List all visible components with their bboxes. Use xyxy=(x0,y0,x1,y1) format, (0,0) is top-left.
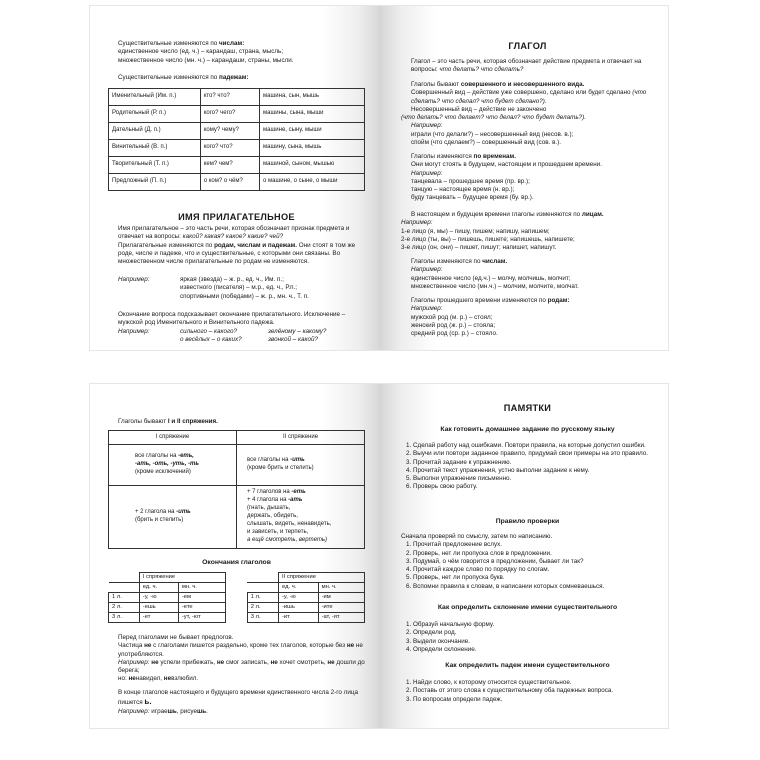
adjective-text: Имя прилагательное – это часть речи, которая обозначает признак предмета и отвечает на вопросы: какой? какая? какое? какие? чей? Прилагательные изменяются по родам, числам и падежам. Они стоят в том же роде, числе и падеже, что и существительные, с которыми они связаны. Во множественном числе прилагательные по родам не изменяются. xyxy=(118,225,356,266)
list-item: 2. Определи род. xyxy=(413,629,654,637)
table-row: II спряжение xyxy=(247,573,364,583)
list-item: 1. Прочитай предложение вслух. xyxy=(413,541,654,549)
check-rule-list xyxy=(401,541,654,591)
table-row: + 2 глагола на -ить (брить и стелить) + 7 глаголов на -еть + 4 глагола на -ать (гнать, дышать, держать, обидеть, слышать, видеть, ненавидеть, и зависеть, и терпеть, а ещё смотреть, вертеть) xyxy=(109,486,365,549)
case-intro: Существительные изменяются по падежам: xyxy=(118,74,249,81)
endings-table-1 xyxy=(108,572,226,623)
endings-title: Окончания глаголов xyxy=(202,559,271,566)
table-row: 1 л. -у, -ю -ем xyxy=(109,593,226,603)
verb-person: В настоящем и будущем времени глаголы изменяются по лицам. Например: 1-е лицо (я, мы) – пишу, пишем; напишу, напишем; 2-е лицо (ты, вы) – пишешь, пишете; напишешь, напишете; 3-е лицо (он, они) – пишет, пишут; напишет, напишут. xyxy=(401,211,604,252)
conjugation-table xyxy=(108,430,365,549)
case-list-wrap xyxy=(401,679,654,704)
list-item: 2. Выучи или повтори заданное правило, придумай свои примеры на это правило. xyxy=(413,450,654,458)
list-item: 3. Выдели окончание. xyxy=(413,638,654,646)
list-item: 5. Проверь, нет ли пропуска букв. xyxy=(413,574,654,582)
list-item: 1. Найди слово, к которому относится существительное. xyxy=(413,679,654,687)
adjective-examples: Например: яркая (звезда) – ж. р., ед. ч., Им. п.; известного (писателя) – м.р., ед. ч., Р.п.; спортивными (победами) – ж. р., мн. ч., Т. п. xyxy=(118,276,309,300)
memos-title: ПАМЯТКИ xyxy=(503,403,552,413)
case-heading: Как определить падеж имени существительного xyxy=(445,662,610,669)
page-nouns xyxy=(90,6,379,350)
conjugation-table-wrap xyxy=(108,430,365,549)
table-row: ед. ч. мн. ч. xyxy=(247,583,364,593)
table-row: Творительный (Т. п.) кем? чем? машиной, сыном, мышью xyxy=(109,157,365,174)
number-section: Существительные изменяются по числам: единственное число (ед. ч.) – карандаш, страна, мысль; множественное число (мн. ч.) – карандаши, страны, мысли. xyxy=(118,40,294,64)
case-table-wrap xyxy=(108,88,365,191)
table-row: 1 л. -у, -ю -им xyxy=(247,593,364,603)
list-item: 1. Сделай работу над ошибками. Повтори правила, на которые допустил ошибки. xyxy=(413,442,654,450)
declension-list-wrap xyxy=(401,621,654,654)
conjugation-intro: Глаголы бывают I и II спряжения. xyxy=(118,418,218,425)
declension-list xyxy=(401,621,654,654)
declension-heading: Как определить склонение имени существительного xyxy=(437,604,618,611)
table-row: 3 л. -ит -ат, -ят xyxy=(247,613,364,623)
check-rule-heading: Правило проверки xyxy=(495,518,560,525)
list-item: 4. Прочитай каждое слово по порядку по слогам. xyxy=(413,566,654,574)
list-item: 5. Выполни упражнение письменно. xyxy=(413,475,654,483)
list-item: 4. Определи склонение. xyxy=(413,646,654,654)
table-row: I спряжение xyxy=(109,573,226,583)
table-row: Предложный (П. п.) о ком? о чём? о машине, о сыне, о мыши xyxy=(109,174,365,191)
verb-aspect: Глаголы бывают совершенного и несовершенного вида. Совершенный вид – действие уже совершено, сделано или будет сделано (что сделать? что сделал? что будет сделано?). Несовершенный вид – действие не закончено (что делать? что делает? что делал? что будет делать?). Например: играли (что делали?) – несовершенный вид (несов. в.); спойм (что сделаем?) – совершенный вид (сов. в.). xyxy=(401,81,647,147)
page-memos xyxy=(379,384,668,728)
bottom-spread xyxy=(90,384,668,728)
page-conjugation xyxy=(90,384,379,728)
list-item: 3. Подумай, о чём говорится в предложении, бывает ли так? xyxy=(413,558,654,566)
list-item: 3. По вопросам определи падеж. xyxy=(413,696,654,704)
table-row: 2 л. -ишь -ите xyxy=(247,603,364,613)
homework-list-wrap xyxy=(401,442,654,492)
table-row: 3 л. -ет -ут, -ют xyxy=(109,613,226,623)
adjective-ending: Окончание вопроса подсказывает окончание прилагательного. Исключение – мужской род Именительного и Винительного падежа. Например: сильного – какого? зелёному – какому? о весёлых – о каких? звонкой – какой? xyxy=(118,311,346,343)
table-row: Дательный (Д. п.) кому? чему? машине, сыну, мыши xyxy=(109,123,365,140)
endings-table-2 xyxy=(247,572,365,623)
top-spread xyxy=(90,6,668,350)
table-row: Винительный (В. п.) кого? что? машину, сына, мышь xyxy=(109,140,365,157)
verb-number: Глаголы изменяются по числам. Например: единственное число (ед.ч.) – молчу, молчишь, молчит; множественное число (мн.ч.) – молчим, молчите, молчат. xyxy=(411,258,579,290)
homework-list xyxy=(401,442,654,492)
list-item: 6. Проверь свою работу. xyxy=(413,483,654,491)
case-list xyxy=(401,679,654,704)
table-row: ед. ч. мн. ч. xyxy=(109,583,226,593)
table-row: все глаголы на -еть, -ать, -оть, -уть, -ть (кроме исключений) все глаголы на -ить (кроме брить и стелить) xyxy=(109,445,365,486)
list-item: 2. Поставь от этого слова к существительному оба падежных вопроса. xyxy=(413,687,654,695)
table-row: Родительный (Р. п.) кого? чего? машины, сына, мыши xyxy=(109,106,365,123)
list-item: 4. Прочитай текст упражнения, устно выполни задание к нему. xyxy=(413,467,654,475)
table-row: Именительный (Им. п.) кто? что? машина, сын, мышь xyxy=(109,89,365,106)
endings-tables xyxy=(108,572,365,623)
list-item: 2. Проверь, нет ли пропуска слов в предложении. xyxy=(413,550,654,558)
soft-sign-text: В конце глаголов настоящего и будущего времени единственного числа 2-го лица пишется ь. Например: играешь, рисуешь. xyxy=(118,689,358,715)
verb-tense: Глаголы изменяются по временам. Они могут стоять в будущем, настоящем и прошедшем времени. Например: танцевала – прошедшее время (пр. вр.); танцую – настоящее время (н. вр.); буду танцевать – будущее время (бу. вр.). xyxy=(411,153,602,202)
list-item: 1. Образуй начальную форму. xyxy=(413,621,654,629)
page-verb xyxy=(379,6,668,350)
verb-gender: Глаголы прошедшего времени изменяются по родам: Например: мужской род (м. р.) – стоял; женский род (ж. р.) – стояла; средний род (ср. р.) – стояло. xyxy=(411,297,570,338)
check-rule-wrap: Сначала проверяй по смыслу, затем по написанию. 1. Прочитай предложение вслух. 2. Проверь, нет ли пропуска слов в предложении. 3. Подумай, о чём говорится в предложении, бывает ли так? 4. Прочитай каждое слово по порядку по слогам. 5. Проверь, нет ли пропуска букв. 6. Вспомни правила к словам, в написании которых сомневаешься. xyxy=(401,533,654,591)
list-item: 3. Прочитай задание к упражнению. xyxy=(413,459,654,467)
table-row: I спряжение II спряжение xyxy=(109,431,365,445)
homework-heading: Как готовить домашнее задание по русскому языку xyxy=(440,426,615,433)
verb-definition: Глагол – это часть речи, которая обозначает действие предмета и отвечает на вопросы: что делать? что сделать? xyxy=(411,58,642,74)
verb-title: ГЛАГОЛ xyxy=(508,41,547,51)
adjective-title: ИМЯ ПРИЛАГАТЕЛЬНОЕ xyxy=(178,212,295,222)
case-table xyxy=(108,88,365,191)
table-row: 2 л. -ешь -ете xyxy=(109,603,226,613)
list-item: 6. Вспомни правила к словам, в написании которых сомневаешься. xyxy=(413,583,654,591)
particle-ne-text: Перед глаголами не бывает предлогов. Частица не с глаголами пишется раздельно, кроме тех глаголов, которые без не не употребляются. Например: не успели прибежать, не смог записать, не хочет смотреть, не дошли до берега; но: ненавидел, невзлюбил. xyxy=(118,634,365,683)
